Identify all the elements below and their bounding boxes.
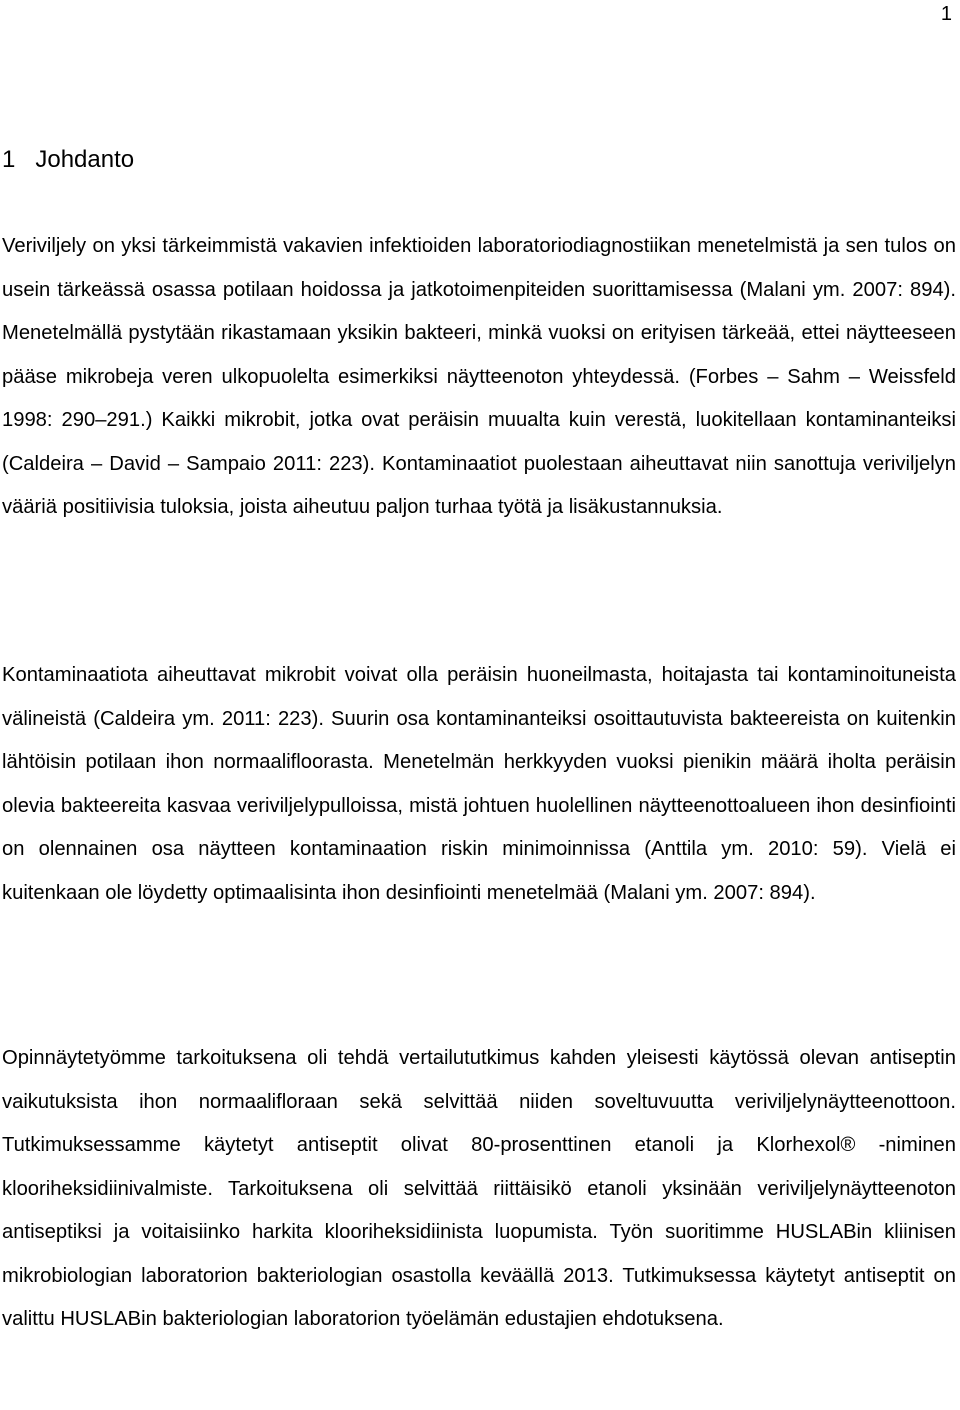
paragraph-thesis-aim: Opinnäytetyömme tarkoituksena oli tehdä vertailututkimus kahden yleisesti käytössä olevan antiseptin vaikutuksista ihon normaalifloraan sekä selvittää niiden soveltuvuutta veriviljelynäytteenottoon. Tutkimuksessamme käytetyt antiseptit olivat 80-prosenttinen etanoli ja Klorhexol® -niminen klooriheksidiinivalmiste. Tarkoituksena oli selvittää riittäisikö etanoli yksinään veriviljelynäytteenoton antiseptiksi ja voitaisiinko harkita klooriheksidiinista luopumista. Työn suoritimme HUSLABin kliinisen mikrobiologian laboratorion bakteriologian osastolla keväällä 2013. Tutkimuksessa käytetyt antiseptit on valittu HUSLABin bakteriologian laboratorion työelämän edustajien ehdotuksena. bbox=[2, 1047, 956, 1330]
paragraph-intro: Veriviljely on yksi tärkeimmistä vakavien infektioiden laboratoriodiagnostiikan menetelmistä ja sen tulos on usein tärkeässä osassa potilaan hoidossa ja jatkotoimenpiteiden suorittamisessa (Malani ym. 2007: 894). Menetelmällä pystytään rikastamaan yksikin bakteeri, minkä vuoksi on erityisen tärkeää, ettei näytteeseen pääse mikrobeja veren ulkopuolelta esimerkiksi näytteenoton yhteydessä. (Forbes – Sahm – Weissfeld 1998: 290–291.) Kaikki mikrobit, jotka ovat peräisin muualta kuin verestä, luokitellaan kontaminanteiksi (Caldeira – David – Sampaio 2011: 223). Kontaminaatiot puolestaan aiheuttavat niin sanottuja veriviljelyn vääriä positiivisia tuloksia, joista aiheutuu paljon turhaa työtä ja lisäkustannuksia. bbox=[2, 235, 956, 518]
chapter-heading bbox=[2, 142, 134, 178]
chapter-title: Johdanto bbox=[35, 146, 135, 173]
paragraph-contamination: Kontaminaatiota aiheuttavat mikrobit voivat olla peräisin huoneilmasta, hoitajasta tai kontaminoituneista välineistä (Caldeira ym. 2011: 223). Suurin osa kontaminanteiksi osoittautuvista bakteereista on kuitenkin lähtöisin potilaan ihon normaalifloorasta. Menetelmän herkkyyden vuoksi pienikin määrä iholta peräisin olevia bakteereita kasvaa veriviljelypulloissa, mistä johtuen huolellinen näytteenottoalueen ihon desinfiointi on olennainen osa näytteen kontaminaation riskin minimoinnissa (Anttila ym. 2010: 59). Vielä ei kuitenkaan ole löydetty optimaalisinta ihon desinfiointi menetelmää (Malani ym. 2007: 894). bbox=[2, 664, 956, 904]
page-number: 1 bbox=[940, 3, 952, 25]
chapter-number: 1 bbox=[2, 146, 16, 173]
